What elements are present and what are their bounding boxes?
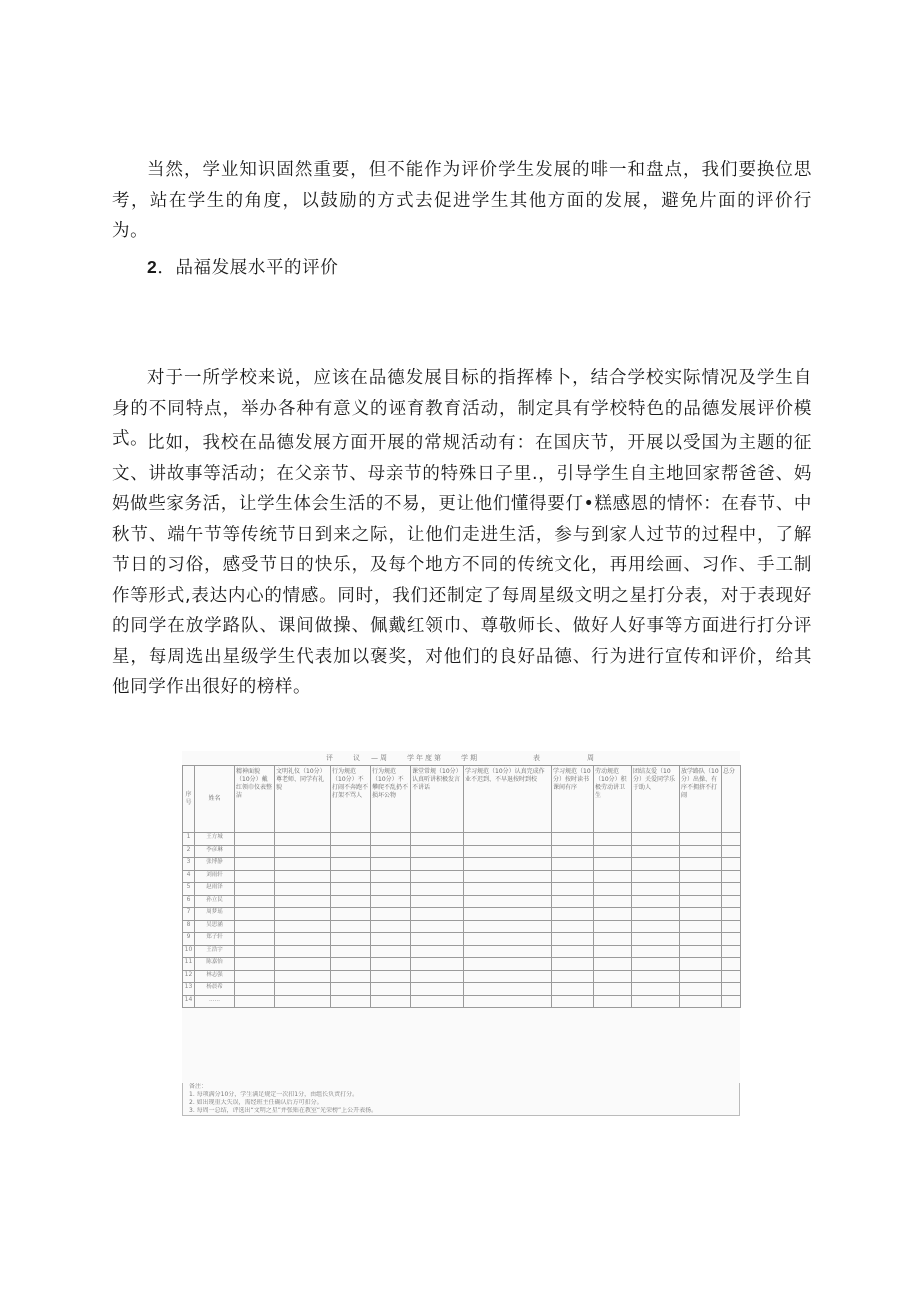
score-cell <box>411 945 464 958</box>
score-cell <box>235 958 275 971</box>
score-cell <box>722 983 741 996</box>
score-cell <box>680 958 722 971</box>
score-cell <box>464 858 552 871</box>
score-cell <box>552 933 594 946</box>
section-heading <box>147 253 338 282</box>
score-cell <box>464 983 552 996</box>
score-cell <box>594 945 632 958</box>
score-cell <box>331 908 371 921</box>
score-cell <box>464 970 552 983</box>
score-cell <box>632 858 680 871</box>
score-cell <box>594 883 632 896</box>
score-cell <box>371 895 411 908</box>
score-cell <box>331 920 371 933</box>
header-criterion: 劳动规范（10分）积极劳动讲卫生 <box>594 766 632 833</box>
table-row <box>183 958 741 971</box>
score-cell <box>552 920 594 933</box>
score-cell <box>411 858 464 871</box>
note-line: 2. 如出现重大失误，需经班主任确认后方可扣分。 <box>189 1099 323 1106</box>
row-number: 9 <box>183 933 195 946</box>
student-name: 刘雨轩 <box>195 870 235 883</box>
section-number: 2 <box>147 257 158 277</box>
score-cell <box>680 945 722 958</box>
score-cell <box>594 933 632 946</box>
note-line: 备注： <box>189 1083 208 1090</box>
score-cell <box>632 958 680 971</box>
score-cell <box>680 883 722 896</box>
score-cell <box>594 970 632 983</box>
score-cell <box>331 895 371 908</box>
score-cell <box>552 845 594 858</box>
score-cell <box>235 920 275 933</box>
score-cell <box>411 983 464 996</box>
score-cell <box>464 908 552 921</box>
score-cell <box>680 845 722 858</box>
score-cell <box>722 858 741 871</box>
score-cell <box>632 970 680 983</box>
score-cell <box>594 908 632 921</box>
note-line: 1. 每项满分10分，学生满足规定一次扣1分，由组长负责打分。 <box>189 1091 359 1098</box>
score-cell <box>464 933 552 946</box>
score-cell <box>331 883 371 896</box>
score-cell <box>371 870 411 883</box>
score-cell <box>411 995 464 1008</box>
score-cell <box>594 983 632 996</box>
score-cell <box>464 870 552 883</box>
score-cell <box>275 858 331 871</box>
score-cell <box>722 845 741 858</box>
header-criterion: 行为规范（10分）不攀爬不乱扔不损坏公物 <box>371 766 411 833</box>
table-row <box>183 933 741 946</box>
student-name: 王方城 <box>195 833 235 846</box>
table-row <box>183 883 741 896</box>
header-criterion: 放学路队（10分）出操、有序不拥挤不打闹 <box>680 766 722 833</box>
student-name: 郑子轩 <box>195 933 235 946</box>
score-cell <box>552 995 594 1008</box>
score-cell <box>594 858 632 871</box>
student-name: …… <box>195 995 235 1008</box>
paragraph-school-evaluation: 对于一所学校来说，应该在品德发展目标的指挥棒卜，结合学校实际情况及学生自身的不同特点，举办各种有意义的诬育教育活动，制定具有学校特色的品德发展评价模式。 <box>112 368 812 449</box>
score-cell <box>275 895 331 908</box>
score-cell <box>632 933 680 946</box>
score-cell <box>411 908 464 921</box>
score-cell <box>722 945 741 958</box>
row-number: 5 <box>183 883 195 896</box>
row-number: 7 <box>183 908 195 921</box>
student-name: 周梦瑶 <box>195 908 235 921</box>
score-cell <box>632 895 680 908</box>
score-cell <box>722 895 741 908</box>
student-name: 陈嘉怡 <box>195 958 235 971</box>
table-row <box>183 833 741 846</box>
row-number: 14 <box>183 995 195 1008</box>
score-cell <box>275 845 331 858</box>
score-cell <box>275 870 331 883</box>
score-cell <box>371 983 411 996</box>
paragraph-academic-knowledge: 当然，学业知识固然重要，但不能作为评价学生发展的啡一和盘点，我们要换位思考，站在学生的角度，以鼓励的方式去促进学生其他方面的发展，避免片面的评价行为。 <box>112 160 812 241</box>
score-cell <box>552 858 594 871</box>
score-cell <box>235 970 275 983</box>
score-cell <box>235 845 275 858</box>
row-number: 10 <box>183 945 195 958</box>
score-cell <box>275 970 331 983</box>
score-cell <box>235 858 275 871</box>
score-cell <box>464 920 552 933</box>
score-cell <box>275 920 331 933</box>
score-cell <box>680 833 722 846</box>
score-cell <box>632 883 680 896</box>
score-cell <box>331 945 371 958</box>
header-name: 姓名 <box>195 766 235 833</box>
student-name: 王浩宇 <box>195 945 235 958</box>
score-cell <box>632 833 680 846</box>
score-cell <box>722 933 741 946</box>
score-cell <box>411 870 464 883</box>
score-cell <box>722 970 741 983</box>
score-cell <box>371 833 411 846</box>
score-cell <box>594 845 632 858</box>
student-name: 孙立民 <box>195 895 235 908</box>
score-cell <box>632 983 680 996</box>
score-cell <box>680 870 722 883</box>
score-cell <box>331 970 371 983</box>
score-cell <box>722 870 741 883</box>
header-criterion: 精神面貌（10分）戴红领巾仪表整洁 <box>235 766 275 833</box>
score-cell <box>632 845 680 858</box>
student-name: 张博静 <box>195 858 235 871</box>
score-cell <box>371 845 411 858</box>
header-criterion: 文明礼仪（10分）尊老师、同学有礼貌 <box>275 766 331 833</box>
score-cell <box>552 970 594 983</box>
score-cell <box>594 833 632 846</box>
header-criterion: 总分 <box>722 766 741 833</box>
score-cell <box>411 958 464 971</box>
score-cell <box>331 995 371 1008</box>
score-cell <box>464 945 552 958</box>
score-cell <box>680 933 722 946</box>
score-cell <box>464 995 552 1008</box>
table-row <box>183 945 741 958</box>
table-row <box>183 845 741 858</box>
score-cell <box>371 970 411 983</box>
table-row <box>183 995 741 1008</box>
score-cell <box>371 883 411 896</box>
table-title: 评 议 —周 学年度第 学期 表 周 <box>326 754 596 762</box>
row-number: 4 <box>183 870 195 883</box>
row-number: 3 <box>183 858 195 871</box>
score-cell <box>632 908 680 921</box>
score-cell <box>464 883 552 896</box>
score-cell <box>680 895 722 908</box>
score-cell <box>552 895 594 908</box>
score-cell <box>464 895 552 908</box>
score-cell <box>680 858 722 871</box>
score-cell <box>552 883 594 896</box>
score-cell <box>722 958 741 971</box>
score-cell <box>371 858 411 871</box>
header-criterion: 行为规范（10分）不打闹不奔跑不打架不骂人 <box>331 766 371 833</box>
row-number: 6 <box>183 895 195 908</box>
section-heading-text: ．品福发展水平的评价 <box>157 258 339 278</box>
row-number: 13 <box>183 983 195 996</box>
score-cell <box>275 833 331 846</box>
score-cell <box>680 970 722 983</box>
score-cell <box>552 958 594 971</box>
paragraph-activities-example: 比如，我校在品德发展方面开展的常规活动有：在国庆节，开展以受国为主题的征文、讲故事等活动；在父亲节、母亲节的特殊日子里.，引导学生自主地回家帮爸爸、妈妈做些家务活，让学生体会生活的不易，更让他们懂得要仃•糕感恩的情怀：在春节、中秋节、端午节等传统节日到来之际，让他们走进生活，参与到家人过节的过程中，了解节日的习俗，感受节日的快乐，及每个地方不同的传统文化，再用绘画、习作、手工制作等形式,表达内心的情感。同时，我们还制定了每周星级文明之星打分表，对于表现好的同学在放学路队、课间做操、佩戴红领巾、尊敬师长、做好人好事等方面进行打分评星，每周选出星级学生代表加以褒奖，对他们的良好品德、行为进行宣传和评价，给其他同学作出很好的榜样。 <box>112 433 812 697</box>
score-cell <box>235 933 275 946</box>
score-cell <box>411 845 464 858</box>
student-name: 林志强 <box>195 970 235 983</box>
student-name: 李彦琳 <box>195 845 235 858</box>
score-cell <box>331 933 371 946</box>
row-number: 12 <box>183 970 195 983</box>
score-cell <box>594 895 632 908</box>
score-cell <box>411 933 464 946</box>
row-number: 11 <box>183 958 195 971</box>
table-row <box>183 920 741 933</box>
score-cell <box>371 908 411 921</box>
score-cell <box>371 945 411 958</box>
score-cell <box>371 933 411 946</box>
score-cell <box>235 908 275 921</box>
score-cell <box>235 883 275 896</box>
score-cell <box>680 995 722 1008</box>
score-cell <box>235 895 275 908</box>
score-cell <box>411 920 464 933</box>
score-cell <box>331 833 371 846</box>
score-cell <box>632 945 680 958</box>
note-line: 3. 每周一总结，评选出“文明之星”并张贴在教室“光荣榜”上公开表扬。 <box>189 1107 378 1114</box>
header-index: 序号 <box>183 766 195 833</box>
score-cell <box>722 920 741 933</box>
table-header-row <box>183 766 741 833</box>
table-row <box>183 908 741 921</box>
score-cell <box>331 870 371 883</box>
score-cell <box>632 920 680 933</box>
score-cell <box>552 908 594 921</box>
score-table <box>182 765 741 1008</box>
row-number: 8 <box>183 920 195 933</box>
student-name: 杨晨希 <box>195 983 235 996</box>
score-cell <box>275 983 331 996</box>
score-cell <box>275 945 331 958</box>
header-criterion: 团结友爱（10分）关爱同学乐于助人 <box>632 766 680 833</box>
score-cell <box>722 833 741 846</box>
score-cell <box>722 908 741 921</box>
score-cell <box>722 995 741 1008</box>
score-cell <box>552 945 594 958</box>
score-cell <box>235 983 275 996</box>
score-cell <box>632 995 680 1008</box>
score-cell <box>371 958 411 971</box>
score-cell <box>594 920 632 933</box>
table-row <box>183 895 741 908</box>
score-cell <box>594 995 632 1008</box>
score-cell <box>235 833 275 846</box>
score-cell <box>235 870 275 883</box>
score-cell <box>411 833 464 846</box>
table-row <box>183 870 741 883</box>
score-cell <box>411 883 464 896</box>
score-cell <box>552 870 594 883</box>
score-cell <box>331 958 371 971</box>
score-cell <box>411 895 464 908</box>
score-cell <box>680 908 722 921</box>
score-cell <box>331 845 371 858</box>
score-cell <box>680 983 722 996</box>
header-criterion: 学习规范（10分）认真完成作业不迟到、不早退按时到校 <box>464 766 552 833</box>
score-cell <box>371 920 411 933</box>
score-cell <box>722 883 741 896</box>
student-name: 吴思涵 <box>195 920 235 933</box>
score-cell <box>275 958 331 971</box>
score-cell <box>275 908 331 921</box>
row-number: 2 <box>183 845 195 858</box>
score-cell <box>331 983 371 996</box>
table-row <box>183 970 741 983</box>
score-cell <box>552 833 594 846</box>
score-cell <box>371 995 411 1008</box>
score-cell <box>552 983 594 996</box>
score-cell <box>275 933 331 946</box>
score-cell <box>680 920 722 933</box>
header-criterion: 学习规范（10分）按时读书课间有序 <box>552 766 594 833</box>
score-cell <box>235 995 275 1008</box>
table-body <box>183 833 741 1008</box>
score-cell <box>464 845 552 858</box>
score-cell <box>632 870 680 883</box>
score-cell <box>275 883 331 896</box>
score-cell <box>275 995 331 1008</box>
row-number: 1 <box>183 833 195 846</box>
scanned-score-table-figure <box>182 751 740 1116</box>
table-row <box>183 858 741 871</box>
score-cell <box>411 970 464 983</box>
score-cell <box>235 945 275 958</box>
header-criterion: 课堂常规（10分）认真听讲积极发言不讲话 <box>411 766 464 833</box>
score-cell <box>464 833 552 846</box>
student-name: 赵雨泽 <box>195 883 235 896</box>
table-notes <box>182 1083 740 1116</box>
score-cell <box>464 958 552 971</box>
table-row <box>183 983 741 996</box>
score-cell <box>331 858 371 871</box>
score-cell <box>594 870 632 883</box>
score-cell <box>594 958 632 971</box>
